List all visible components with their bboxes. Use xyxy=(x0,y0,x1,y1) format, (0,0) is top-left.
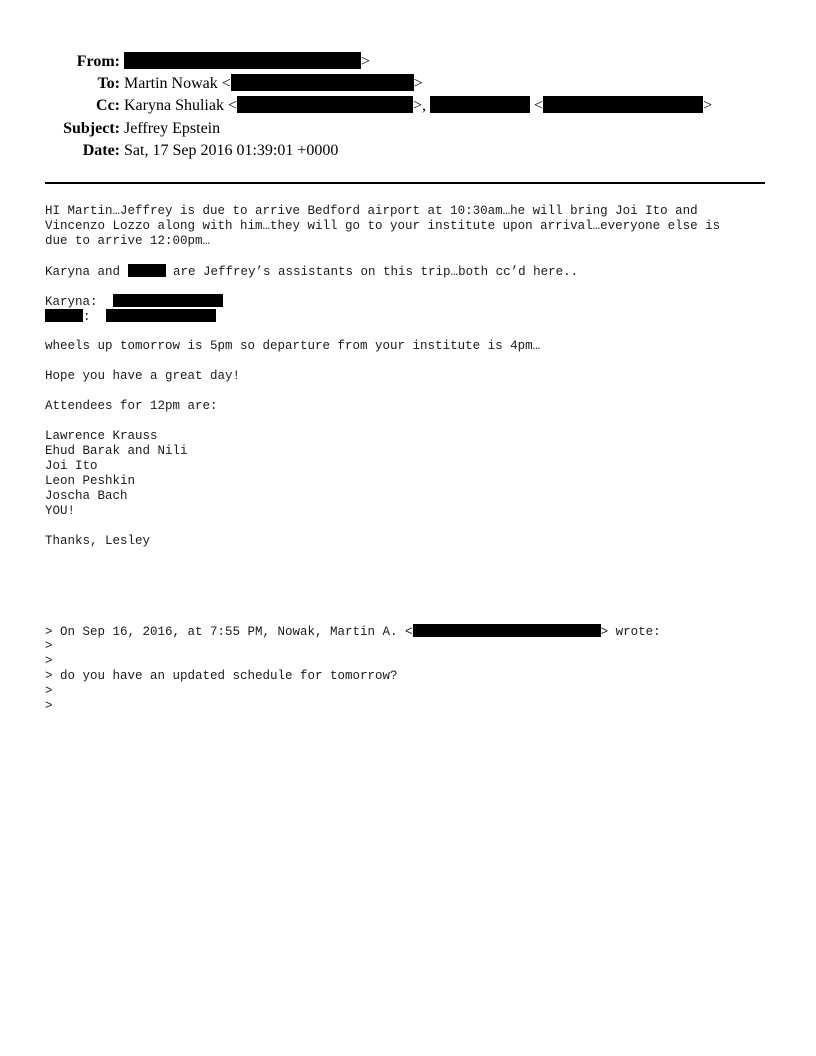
date-label: Date: xyxy=(82,142,120,159)
subject-value: Jeffrey Epstein xyxy=(124,120,221,137)
quoted-line: > xyxy=(45,654,53,668)
body-line: Hope you have a great day! xyxy=(45,369,241,383)
body-line: wheels up tomorrow is 5pm so departure from your institute is 4pm… xyxy=(45,339,541,353)
quoted-line: > xyxy=(45,639,53,653)
quoted-line: > xyxy=(45,699,53,713)
cc-label: Cc: xyxy=(96,97,120,114)
body-line: due to arrive 12:00pm… xyxy=(45,234,211,248)
quoted-line: > xyxy=(45,684,53,698)
attendee-item: Joscha Bach xyxy=(45,489,128,503)
attendee-item: Leon Peshkin xyxy=(45,474,136,488)
redaction-box xyxy=(237,96,413,113)
cc-value: Karyna Shuliak < >, < > xyxy=(124,97,713,114)
attendee-item: Lawrence Krauss xyxy=(45,429,158,443)
redaction-box xyxy=(113,294,223,307)
to-label: To: xyxy=(97,75,120,92)
contact-line: Karyna: xyxy=(45,294,775,309)
cc-row xyxy=(0,96,816,116)
subject-row xyxy=(0,119,816,139)
contact-line: : xyxy=(45,309,775,324)
redaction-box xyxy=(45,309,83,322)
redaction-box xyxy=(106,309,216,322)
body-line: HI Martin…Jeffrey is due to arrive Bedford airport at 10:30am…he will bring Joi Ito and xyxy=(45,204,698,218)
attendee-item: Ehud Barak and Nili xyxy=(45,444,188,458)
to-row xyxy=(0,74,816,94)
redaction-box xyxy=(413,624,601,637)
body-line: Attendees for 12pm are: xyxy=(45,399,218,413)
attendee-item: Joi Ito xyxy=(45,459,98,473)
redaction-box xyxy=(124,52,361,69)
quoted-line: > do you have an updated schedule for tomorrow? xyxy=(45,669,398,683)
header-divider xyxy=(45,182,765,184)
body-line: Vincenzo Lozzo along with him…they will go to your institute upon arrival…everyone else is xyxy=(45,219,721,233)
redaction-box xyxy=(543,96,703,113)
signoff: Thanks, Lesley xyxy=(45,534,151,548)
redaction-box xyxy=(128,264,166,277)
quoted-line: > On Sep 16, 2016, at 7:55 PM, Nowak, Martin A. < > wrote: xyxy=(45,625,661,639)
subject-label: Subject: xyxy=(63,120,120,137)
body-line: Karyna and are Jeffrey’s assistants on this trip…both cc’d here.. xyxy=(45,265,579,279)
date-value: Sat, 17 Sep 2016 01:39:01 +0000 xyxy=(124,142,339,159)
redaction-box xyxy=(231,74,414,91)
from-label: From: xyxy=(76,53,120,70)
message-body xyxy=(45,204,775,714)
redaction-box xyxy=(430,96,530,113)
date-row xyxy=(0,141,816,161)
to-value: Martin Nowak < > xyxy=(124,75,423,92)
attendee-item: YOU! xyxy=(45,504,76,518)
from-row xyxy=(0,52,816,72)
from-value: > xyxy=(124,52,370,72)
